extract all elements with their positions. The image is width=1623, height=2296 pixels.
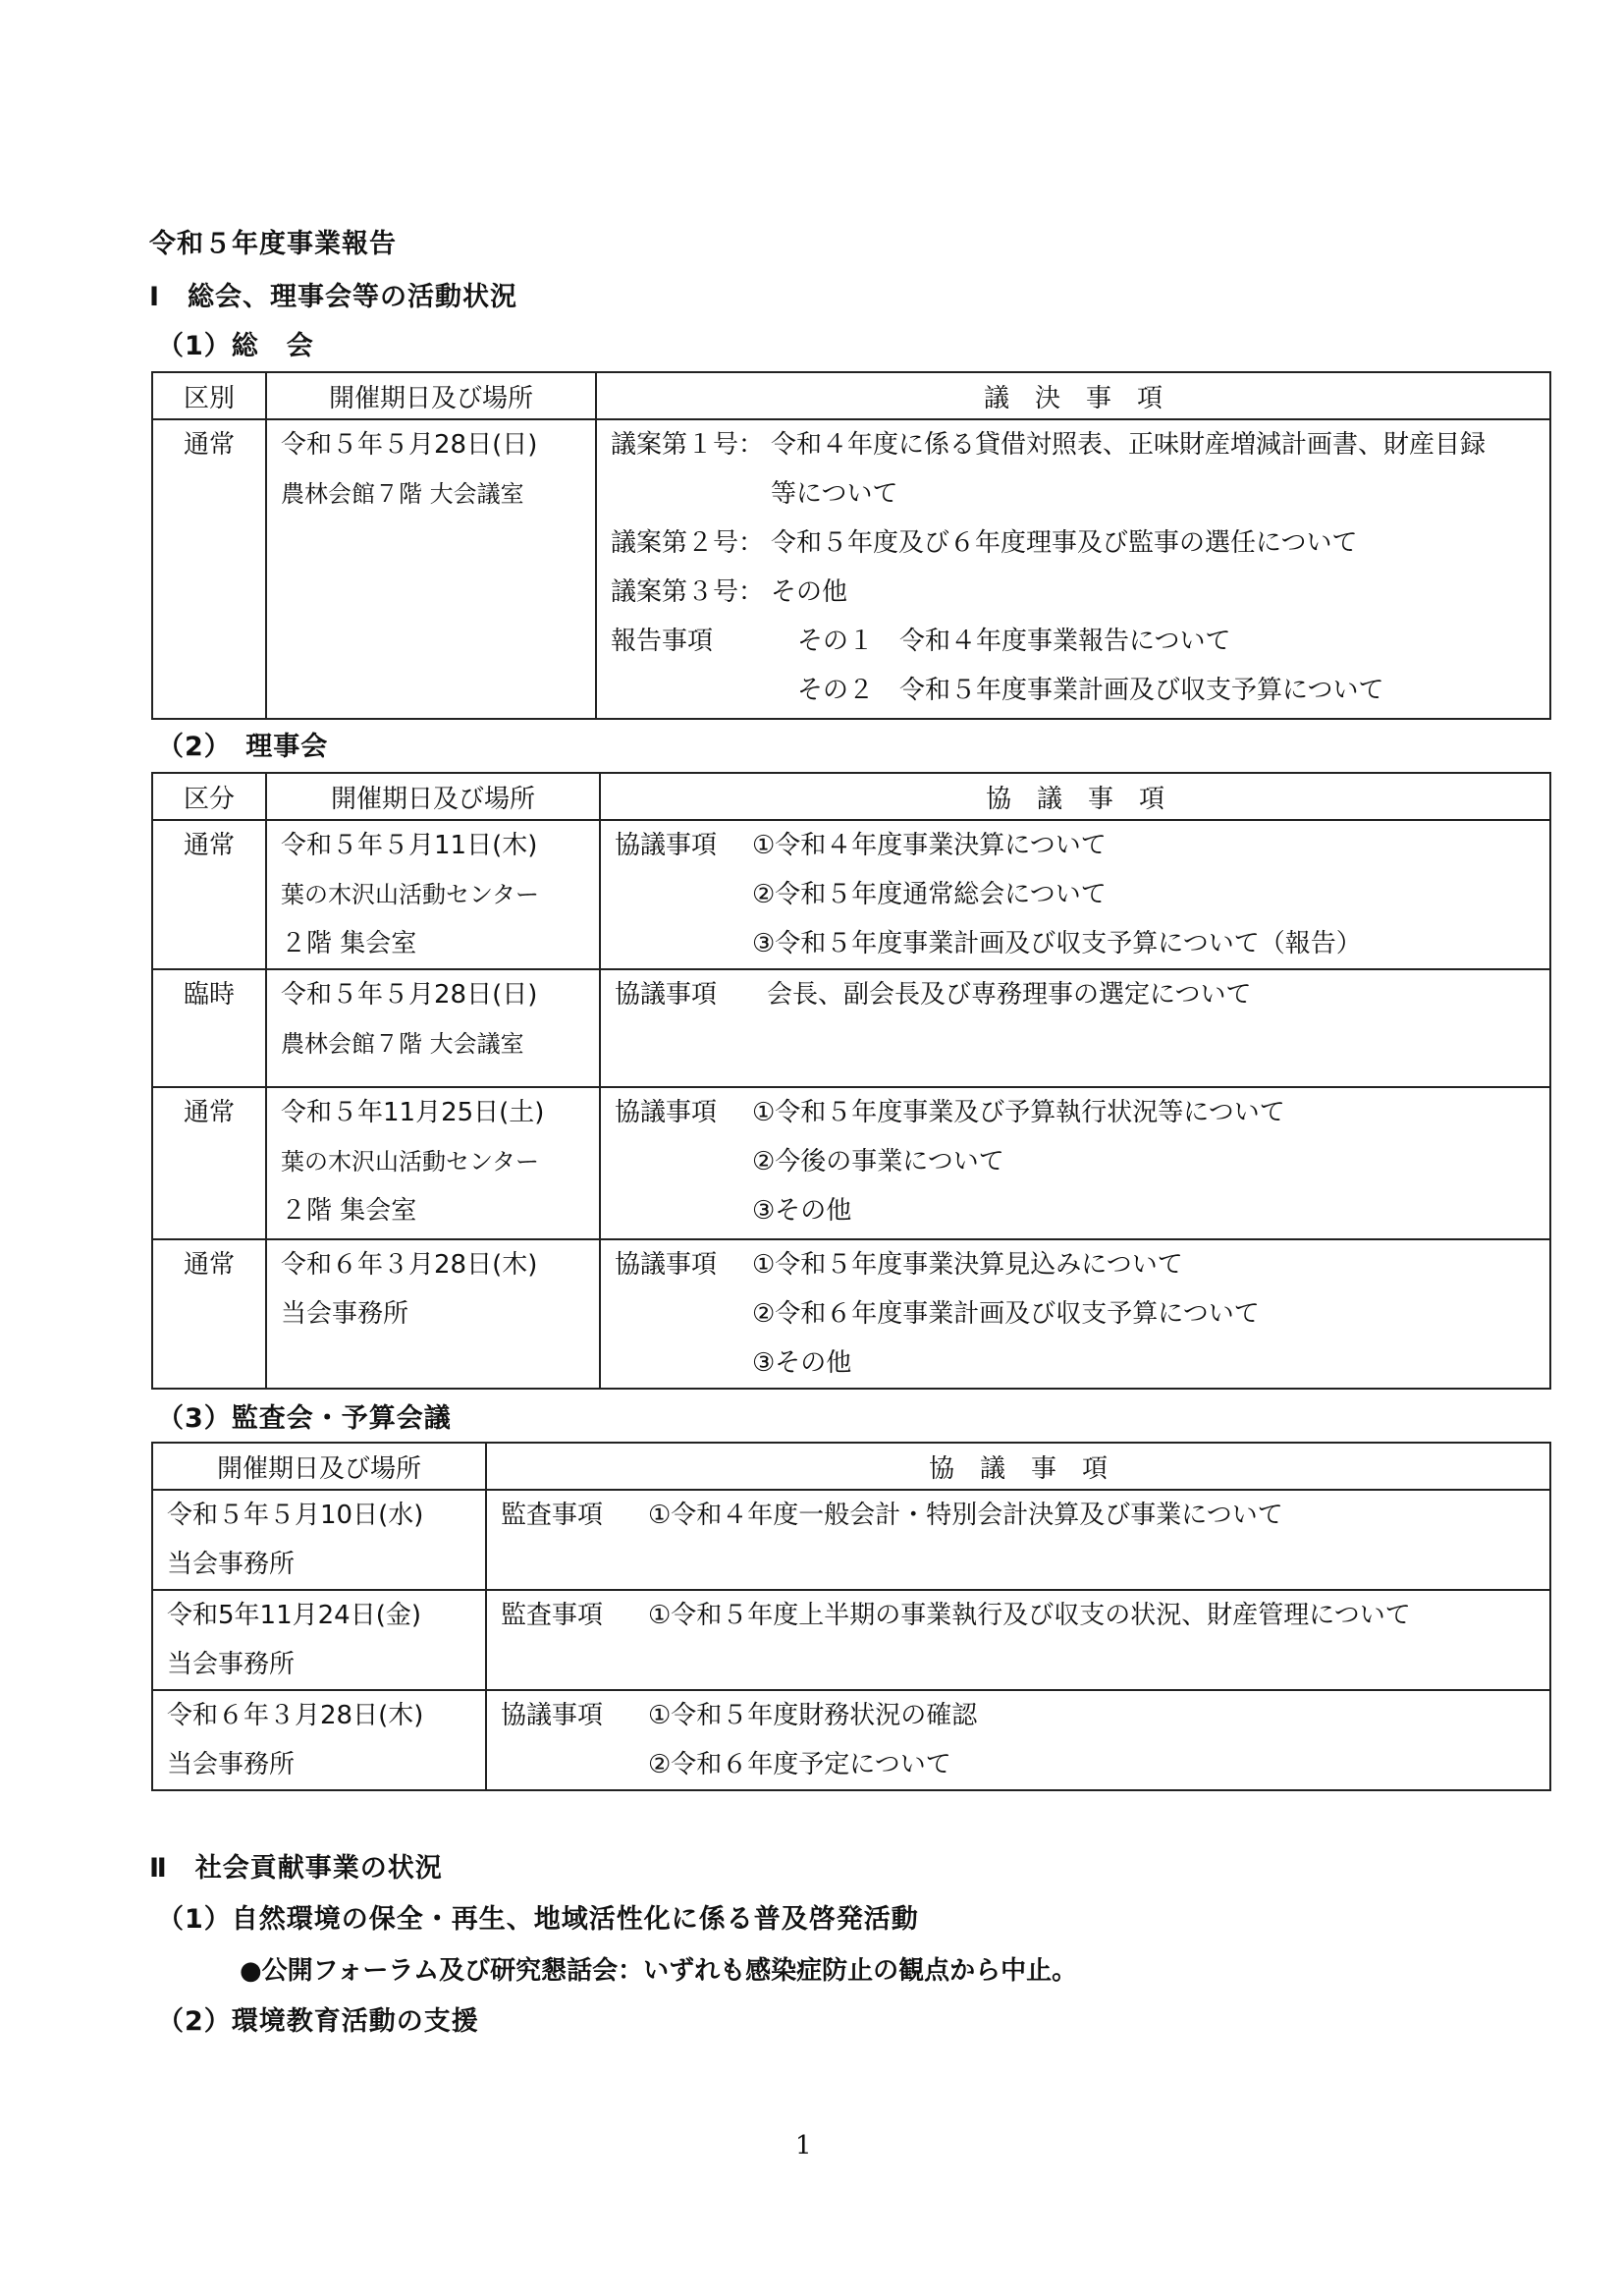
page-number: 1	[795, 2131, 812, 2160]
general-meeting-table	[151, 371, 1551, 720]
discussion-line: ③令和５年度事業計画及び収支予算について（報告）	[752, 929, 1362, 958]
report-line: 報告事項 その１ 令和４年度事業報告について	[611, 627, 1231, 656]
discussion-line: ③その他	[752, 1196, 852, 1226]
section2-sub1-heading: （1）自然環境の保全・再生、地域活性化に係る普及啓発活動	[157, 1904, 919, 1935]
table-row	[152, 1690, 1550, 1790]
table-header-row	[152, 773, 1550, 820]
discussion-line: 協議事項 ①令和５年度財務状況の確認	[501, 1701, 978, 1730]
meeting-category: 臨時	[183, 980, 235, 1010]
discussion-line: 協議事項 ①令和４年度事業決算について	[615, 831, 1107, 860]
meeting-place: ２階 集会室	[281, 1196, 417, 1226]
column-header: 区別	[152, 372, 266, 419]
meeting-place: 葉の木沢山活動センター	[281, 881, 540, 908]
board-heading: （2） 理事会	[157, 732, 329, 762]
section1-heading: Ⅰ 総会、理事会等の活動状況	[149, 282, 518, 312]
meeting-place: 当会事務所	[167, 1750, 296, 1779]
meeting-place: 農林会館７階 大会議室	[281, 480, 524, 508]
meeting-category: 通常	[183, 1250, 235, 1280]
table-row	[152, 1087, 1550, 1239]
column-header: 区分	[152, 773, 266, 820]
table-row	[152, 419, 1550, 719]
meeting-place: 葉の木沢山活動センター	[281, 1148, 540, 1175]
table-row	[152, 1490, 1550, 1590]
meeting-date: 令和５年11月25日(土)	[281, 1098, 545, 1127]
board-table	[151, 772, 1551, 1390]
agenda-line: 議案第２号： 令和５年度及び６年度理事及び監事の選任について	[611, 528, 1358, 558]
table-row	[152, 1239, 1550, 1389]
meeting-category: 通常	[183, 1098, 235, 1127]
meeting-date: 令和５年５月28日(日)	[281, 430, 538, 460]
audit-table	[151, 1442, 1551, 1791]
bullet-text: ●公開フォーラム及び研究懇話会：いずれも感染症防止の観点から中止。	[240, 1956, 1078, 1986]
agenda-line: 等について	[771, 479, 898, 509]
discussion-line: 協議事項 ①令和５年度事業及び予算執行状況等について	[615, 1098, 1285, 1127]
column-header: 議 決 事 項	[596, 372, 1550, 419]
meeting-date: 令和5年11月24日(金)	[167, 1601, 421, 1630]
table-row	[152, 969, 1550, 1087]
column-header: 協 議 事 項	[600, 773, 1550, 820]
meeting-place: 当会事務所	[167, 1550, 296, 1579]
meeting-place: 農林会館７階 大会議室	[281, 1030, 524, 1058]
discussion-line: ②令和６年度予定について	[648, 1750, 951, 1779]
meeting-date: 令和６年３月28日(木)	[167, 1701, 424, 1730]
general-meeting-heading: （1）総 会	[157, 331, 314, 361]
discussion-line: ②今後の事業について	[752, 1147, 1004, 1176]
discussion-line: ②令和５年度通常総会について	[752, 880, 1107, 909]
section2-heading: Ⅱ 社会貢献事業の状況	[149, 1853, 443, 1884]
meeting-category: 通常	[183, 430, 235, 460]
discussion-line: 協議事項 ①令和５年度事業決算見込みについて	[615, 1250, 1183, 1280]
document-title: 令和５年度事業報告	[149, 229, 397, 259]
discussion-line: 監査事項 ①令和４年度一般会計・特別会計決算及び事業について	[501, 1501, 1283, 1530]
table-row	[152, 1590, 1550, 1690]
column-header: 開催期日及び場所	[266, 372, 596, 419]
column-header: 協 議 事 項	[486, 1443, 1550, 1490]
agenda-line: 議案第１号： 令和４年度に係る貸借対照表、正味財産増減計画書、財産目録	[611, 430, 1487, 460]
meeting-date: 令和５年５月28日(日)	[281, 980, 538, 1010]
column-header: 開催期日及び場所	[152, 1443, 486, 1490]
meeting-place: 当会事務所	[281, 1299, 409, 1329]
section2-sub2-heading: （2）環境教育活動の支援	[157, 2006, 479, 2037]
audit-heading: （3）監査会・予算会議	[157, 1403, 452, 1434]
discussion-line: 協議事項 会長、副会長及び専務理事の選定について	[615, 980, 1252, 1010]
discussion-line: ②令和６年度事業計画及び収支予算について	[752, 1299, 1260, 1329]
meeting-category: 通常	[183, 831, 235, 860]
discussion-line: 監査事項 ①令和５年度上半期の事業執行及び収支の状況、財産管理について	[501, 1601, 1411, 1630]
report-line: その２ 令和５年度事業計画及び収支予算について	[797, 676, 1384, 705]
meeting-place: 当会事務所	[167, 1650, 296, 1679]
table-header-row	[152, 1443, 1550, 1490]
meeting-place: ２階 集会室	[281, 929, 417, 958]
column-header: 開催期日及び場所	[266, 773, 600, 820]
table-header-row	[152, 372, 1550, 419]
discussion-line: ③その他	[752, 1348, 852, 1378]
meeting-date: 令和５年５月11日(木)	[281, 831, 538, 860]
table-row	[152, 820, 1550, 969]
meeting-date: 令和６年３月28日(木)	[281, 1250, 538, 1280]
agenda-line: 議案第３号： その他	[611, 577, 848, 607]
meeting-date: 令和５年５月10日(水)	[167, 1501, 424, 1530]
